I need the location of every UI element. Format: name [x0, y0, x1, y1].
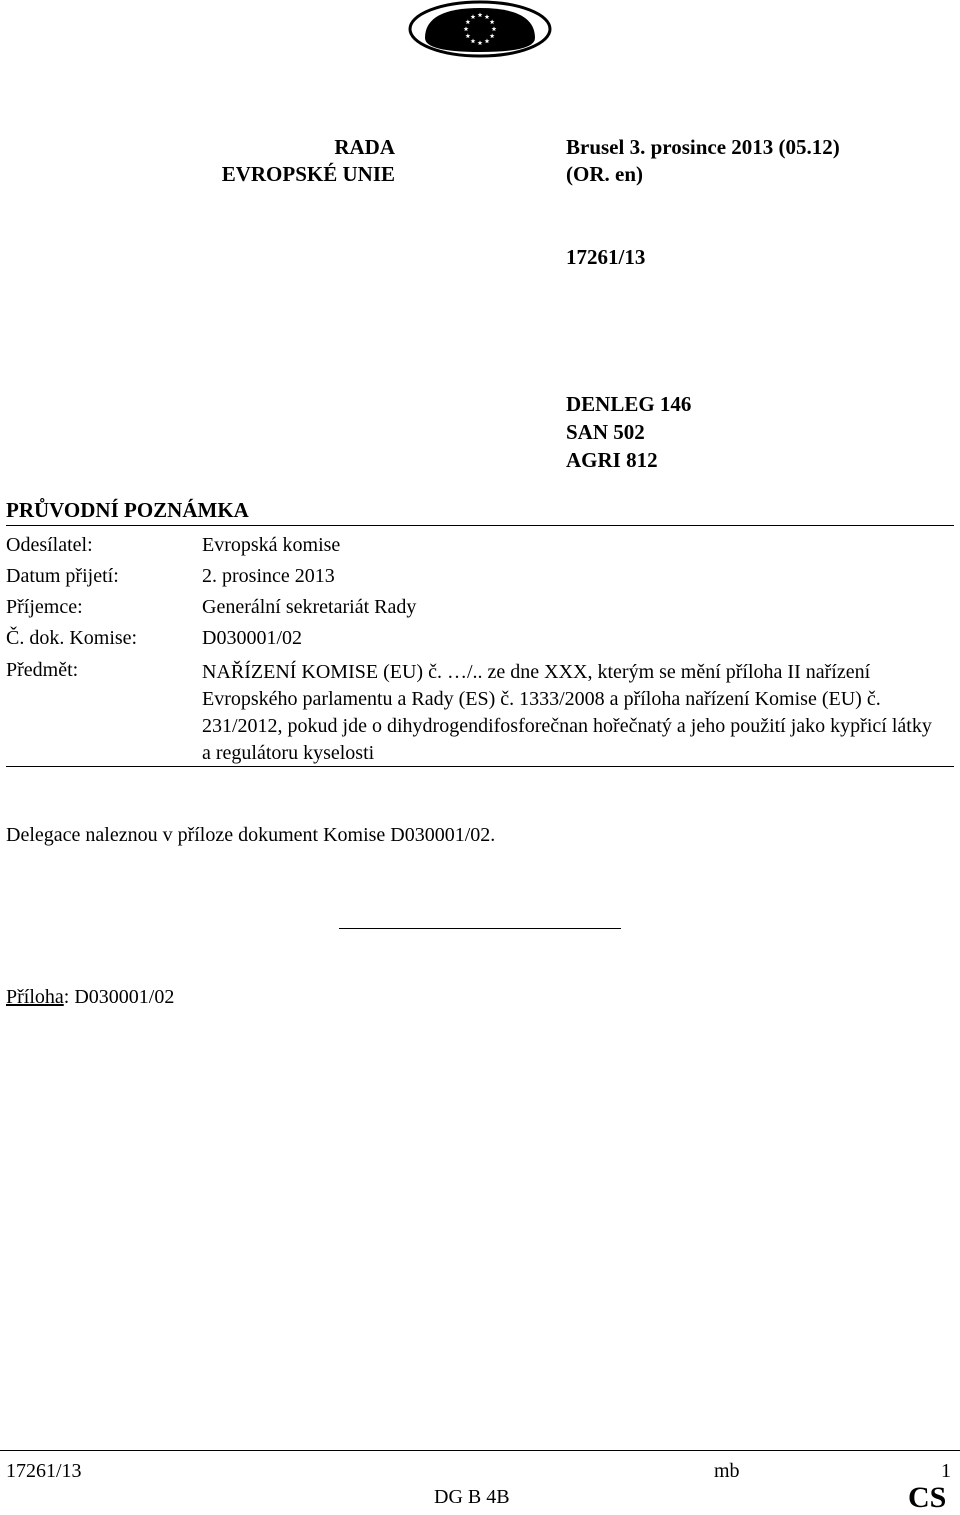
footer-page-number: 1 — [941, 1460, 951, 1482]
eu-council-logo — [405, 0, 555, 62]
received-date-value: 2. prosince 2013 — [202, 565, 335, 587]
subject-label: Předmět: — [6, 659, 79, 681]
original-language: (OR. en) — [566, 162, 643, 186]
top-divider — [6, 525, 954, 526]
council-name-line2: EVROPSKÉ UNIE — [221, 162, 395, 186]
council-name — [150, 134, 395, 188]
commission-doc-value: D030001/02 — [202, 627, 302, 649]
classification-codes — [566, 390, 691, 474]
document-number: 17261/13 — [566, 245, 646, 269]
annex-line — [6, 986, 174, 1009]
code-agri: AGRI 812 — [566, 448, 658, 472]
commission-doc-label: Č. dok. Komise: — [6, 627, 138, 649]
annex-label: Příloha — [6, 986, 64, 1008]
code-san: SAN 502 — [566, 420, 645, 444]
footer-doc-number: 17261/13 — [6, 1460, 82, 1482]
body-text: Delegace naleznou v příloze dokument Komise D030001/02. — [6, 824, 496, 846]
place-date: Brusel 3. prosince 2013 (05.12) — [566, 135, 840, 159]
eu-emblem-icon — [405, 0, 555, 62]
footer-initials: mb — [714, 1460, 740, 1482]
recipient-label: Příjemce: — [6, 596, 83, 618]
annex-value: : D030001/02 — [63, 986, 175, 1008]
footer-department: DG B 4B — [434, 1486, 510, 1508]
sender-value: Evropská komise — [202, 534, 341, 556]
council-name-line1: RADA — [334, 135, 395, 159]
footer-language-code: CS — [908, 1481, 947, 1514]
recipient-value: Generální sekretariát Rady — [202, 596, 417, 618]
header-right-block — [566, 134, 840, 188]
footer-divider — [0, 1450, 960, 1451]
sender-label: Odesílatel: — [6, 534, 93, 556]
received-date-label: Datum přijetí: — [6, 565, 119, 587]
code-denleg: DENLEG 146 — [566, 392, 692, 416]
separator-line — [339, 928, 621, 929]
subject-value: NAŘÍZENÍ KOMISE (EU) č. …/.. ze dne XXX, kterým se mění příloha II nařízení Evropského parlamentu a Rady (ES) č. 1333/2008 a příloha nařízení Komise (EU) č. 231/2012, pokud jde o dihydrogendifosforečnan hořečnatý a jeho použití jako kypřicí látky a regulátoru kyselosti — [202, 661, 932, 764]
bottom-divider — [6, 766, 954, 767]
note-title: PRŮVODNÍ POZNÁMKA — [6, 498, 249, 522]
